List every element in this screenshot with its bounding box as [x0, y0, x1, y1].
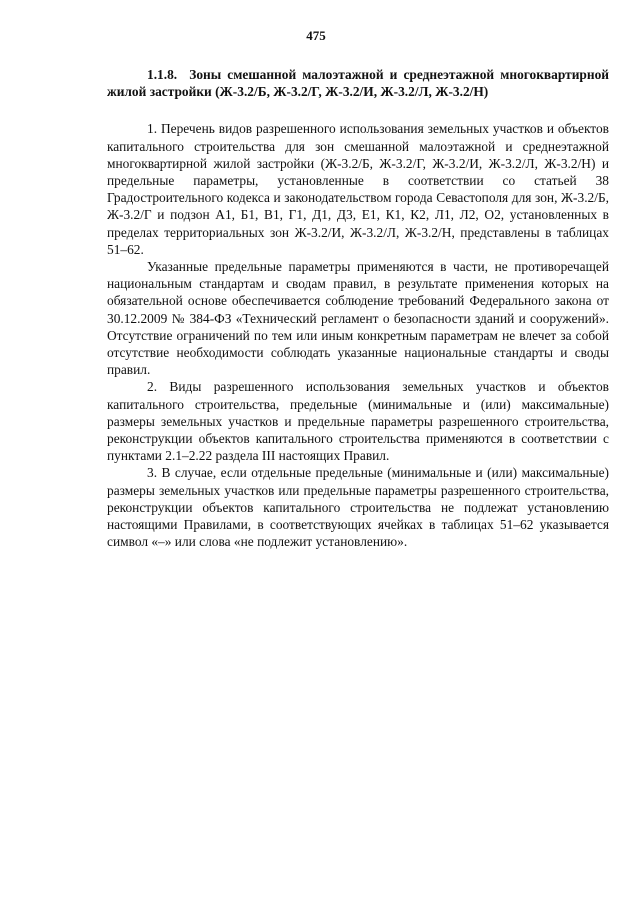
- paragraph-2: Указанные предельные параметры применяются в части, не противоречащей национальным стандартам и сводам правил, в результате применения которых на обязательной основе обеспечивается соблюдение требований Федерального закона от 30.12.2009 № 384-ФЗ «Технический регламент о безопасности зданий и сооружений». Отсутствие ограничений по тем или иным конкретным параметрам не влечет за собой отсутствие необходимости соблюдать указанные национальные стандарты и своды правил.: [107, 259, 609, 378]
- paragraph-1: 1. Перечень видов разрешенного использования земельных участков и объектов капитального строительства для зон смешанной малоэтажной и среднеэтажной многоквартирной жилой застройки (Ж-3.2/Б, Ж-3.2/Г, Ж-3.2/И, Ж-3.2/Л, Ж-3.2/Н) и предельные параметры, установленные в соответствии со статьей 38 Градостроительного кодекса и законодательством города Севастополя для зон, Ж-3.2/Б, Ж-3.2/Г и подзон А1, Б1, В1, Г1, Д1, Д3, Е1, К1, К2, Л1, Л2, О2, установленных в пределах территориальных зон Ж-3.2/И, Ж-3.2/Л, Ж-3.2/Н, представлены в таблицах 51–62.: [107, 121, 609, 257]
- section-title: Зоны смешанной малоэтажной и среднеэтажной многоквартирной жилой застройки (Ж-3.2/Б, Ж-3.2/Г, Ж-3.2/И, Ж-3.2/Л, Ж-3.2/Н): [107, 67, 609, 100]
- page-number: 475: [306, 28, 326, 43]
- paragraph-3: 2. Виды разрешенного использования земельных участков и объектов капитального строительства, предельные (минимальные и (или) максимальные) размеры земельных участков и предельные параметры разрешенного строительства, реконструкции объектов капитального строительства применяются в соответствии с пунктами 2.1–2.22 раздела III настоящих Правил.: [107, 379, 609, 464]
- section-number: 1.1.8.: [147, 67, 178, 82]
- paragraph-4: 3. В случае, если отдельные предельные (минимальные и (или) максимальные) размеры земельных участков или предельные параметры разрешенного строительства, реконструкции объектов капитального строительства не подлежат установлению настоящими Правилами, в соответствующих ячейках в таблицах 51–62 указывается символ «–» или слова «не подлежит установлению».: [107, 465, 609, 550]
- section-heading: [107, 66, 609, 100]
- document-body: [107, 66, 609, 550]
